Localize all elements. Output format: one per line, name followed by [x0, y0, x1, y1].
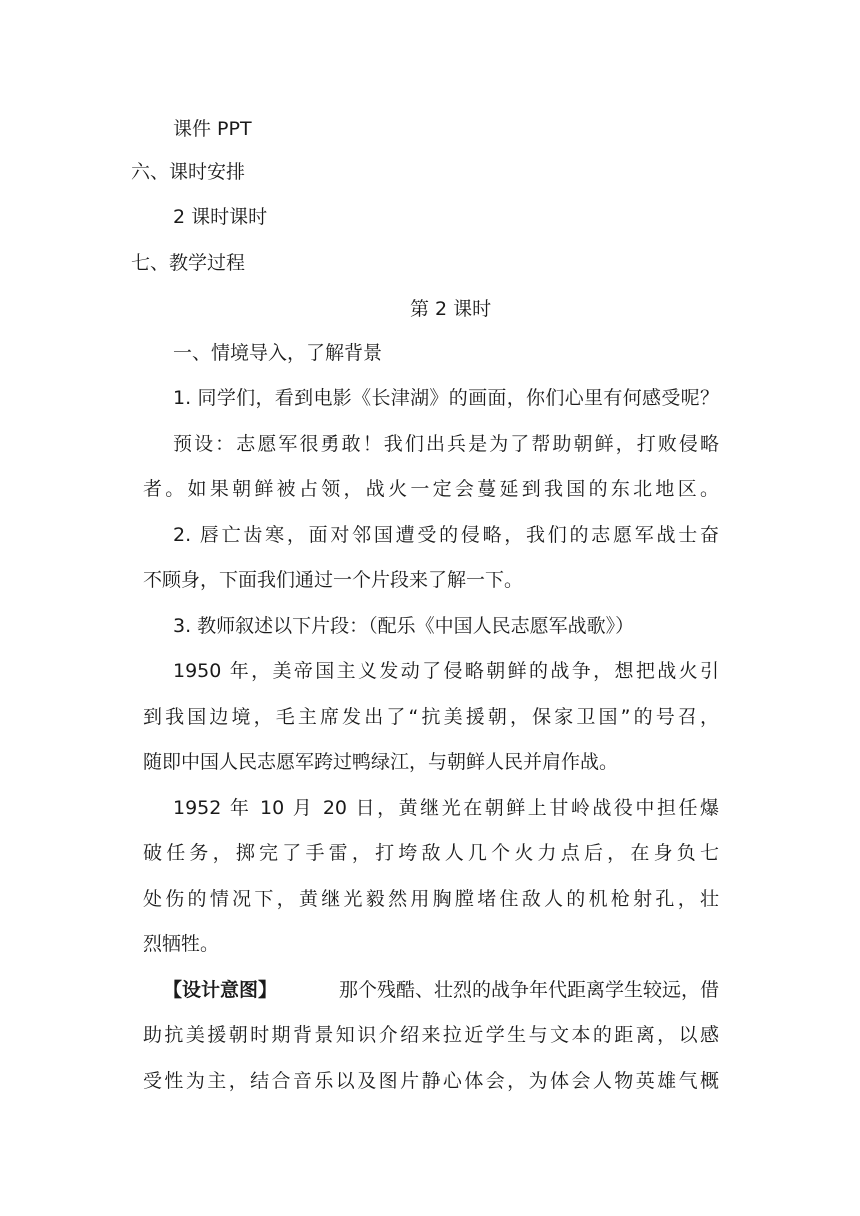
lesson-count-line: 2 课时课时: [173, 206, 268, 228]
courseware-line: 课件 PPT: [173, 118, 252, 140]
paragraph-6-line-1: 1952 年 10 月 20 日，黄继光在朝鲜上甘岭战役中担任爆: [173, 797, 719, 819]
design-intent-line-1: [163, 977, 719, 1003]
paragraph-2-line-1: 预设：志愿军很勇敢！我们出兵是为了帮助朝鲜，打败侵略: [173, 433, 719, 455]
paragraph-1-line-1: 1. 同学们，看到电影《长津湖》的画面，你们心里有何感受呢？: [173, 387, 719, 409]
section-heading: 一、情境导入，了解背景: [173, 342, 383, 364]
paragraph-5-line-3: 随即中国人民志愿军跨过鸭绿江，与朝鲜人民并肩作战。: [143, 751, 619, 773]
design-intent-line-3: 受性为主，结合音乐以及图片静心体会，为体会人物英雄气概: [143, 1070, 719, 1092]
design-intent-line-2: 助抗美援朝时期背景知识介绍来拉近学生与文本的距离，以感: [143, 1024, 719, 1046]
design-intent-text: 那个残酷、壮烈的战争年代距离学生较远，借: [338, 979, 719, 1001]
paragraph-2-line-2: 者。如果朝鲜被占领，战火一定会蔓延到我国的东北地区。: [143, 478, 719, 500]
lesson-title: 第 2 课时: [410, 298, 492, 320]
paragraph-3-line-2: 不顾身，下面我们通过一个片段来了解一下。: [143, 569, 524, 591]
paragraph-3-line-1: 2. 唇亡齿寒，面对邻国遭受的侵略，我们的志愿军战士奋: [173, 524, 719, 546]
paragraph-5-line-2: 到我国边境，毛主席发出了“抗美援朝，保家卫国”的号召，: [143, 706, 719, 728]
paragraph-5-line-1: 1950 年，美帝国主义发动了侵略朝鲜的战争，想把战火引: [173, 660, 719, 682]
design-intent-label: 【设计意图】: [163, 979, 278, 1001]
schedule-heading: 六、课时安排: [131, 161, 246, 183]
paragraph-4-line-1: 3. 教师叙述以下片段：（配乐《中国人民志愿军战歌》）: [173, 615, 635, 637]
paragraph-6-line-4: 烈牺牲。: [143, 933, 220, 955]
paragraph-6-line-2: 破任务，掷完了手雷，打垮敌人几个火力点后，在身负七: [143, 842, 719, 864]
paragraph-6-line-3: 处伤的情况下，黄继光毅然用胸膛堵住敌人的机枪射孔，壮: [143, 888, 719, 910]
process-heading: 七、教学过程: [131, 252, 246, 274]
